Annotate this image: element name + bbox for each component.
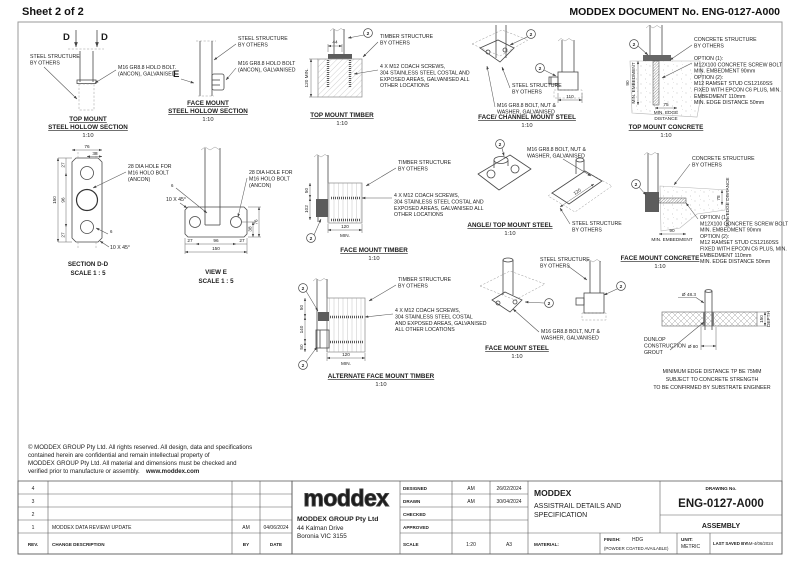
revision-table bbox=[18, 481, 292, 554]
svg-text:2: 2 bbox=[498, 143, 502, 148]
rev-description: MODDEX DATA REVIEW/ UPDATE bbox=[52, 525, 132, 531]
concrete-structure-note: CONCRETE STRUCTURE BY OTHERS bbox=[694, 37, 757, 50]
detail-scale: 1:10 bbox=[82, 133, 94, 139]
rev-header: CHANGE DESCRIPTION bbox=[52, 542, 105, 547]
rev-number: 3 bbox=[31, 499, 35, 505]
detail-scale: 1:10 bbox=[504, 231, 516, 237]
title-block bbox=[292, 481, 782, 554]
dim-label: 102 bbox=[304, 205, 309, 213]
dim-label: 38 bbox=[92, 151, 98, 156]
detail-face-mount-steel-hollow-section bbox=[168, 36, 296, 123]
approval-label: CHECKED bbox=[403, 512, 426, 517]
dim-label: 90 bbox=[625, 80, 630, 86]
balloon-marker bbox=[604, 282, 625, 295]
dim-label: 140 bbox=[299, 325, 304, 334]
steel-structure-note: STEEL STRUCTURE BY OTHERS bbox=[540, 257, 590, 270]
balloon-marker bbox=[496, 140, 505, 156]
detail-scale: 1:10 bbox=[660, 133, 672, 139]
section-title: VIEW E bbox=[205, 269, 227, 276]
dim-label: 38 bbox=[247, 226, 253, 232]
dim-label: 96 bbox=[60, 197, 66, 203]
detail-section-dd bbox=[52, 144, 172, 277]
steel-structure-note: STEEL STRUCTURE BY OTHERS bbox=[512, 83, 562, 96]
view-letter: E bbox=[173, 69, 180, 80]
dim-label: 96 bbox=[213, 238, 219, 243]
detail-top-mount-timber bbox=[304, 29, 470, 128]
rev-date: 04/06/2024 bbox=[263, 525, 289, 531]
dim-label: MIN. bbox=[341, 361, 351, 366]
detail-top-mount-steel-hollow-section bbox=[30, 30, 176, 139]
balloon-marker bbox=[307, 219, 321, 242]
detail-scale: 1:10 bbox=[368, 256, 380, 262]
dim-label: 27 bbox=[60, 232, 66, 238]
drawing-title: ASSISTRAIL DETAILS AND SPECIFICATION bbox=[534, 503, 622, 519]
dim-label: 120 bbox=[341, 224, 349, 229]
detail-face-mount-steel bbox=[480, 257, 625, 360]
timber-structure-note: TIMBER STRUCTURE BY OTHERS bbox=[398, 160, 452, 173]
steel-structure-note: STEEL STRUCTURE BY OTHERS bbox=[238, 36, 288, 49]
sheet-type: ASSEMBLY bbox=[701, 523, 741, 530]
dim-label: 120 bbox=[342, 352, 350, 357]
hole-note: 28 DIA HOLE FOR M16 HOLO BOLT (ANCON) bbox=[249, 170, 293, 189]
grout-label: DUNLOP CONSTRUCTION GROUT bbox=[644, 337, 686, 357]
detail-face-mount-timber bbox=[304, 155, 484, 263]
rev-by: AM bbox=[242, 525, 250, 531]
bolt-note: M16 GR8.8 HOLO BOLT. (ANCON), GALVANISED bbox=[118, 65, 177, 78]
detail-title: FACE/ CHANNEL MOUNT STEEL bbox=[478, 114, 576, 121]
detail-title: FACE MOUNT STEEL HOLLOW SECTION bbox=[168, 100, 248, 115]
coach-screws-note: 4 X M12 COACH SCREWS, 304 STAINLESS STEEL COSTAL AND EXPOSED AREAS, GALVANISED ALL OTHER LOCATIONS bbox=[395, 308, 487, 334]
svg-text:2: 2 bbox=[301, 364, 305, 369]
approval-label: DRAWN bbox=[403, 499, 421, 504]
detail-scale: 1:10 bbox=[375, 382, 387, 388]
approval-date: 30/04/2024 bbox=[496, 499, 522, 505]
detail-scale: 1:10 bbox=[511, 354, 523, 360]
detail-scale: 1:10 bbox=[336, 121, 348, 127]
balloon-marker bbox=[630, 40, 648, 55]
finish-note: (POWDER COATED AVAILABLE) bbox=[604, 546, 669, 551]
svg-text:2: 2 bbox=[632, 43, 636, 48]
detail-title: FACE MOUNT TIMBER bbox=[340, 247, 408, 254]
bolt-note: M16 GR8.8 BOLT, NUT & WASHER, GALVANISED bbox=[527, 147, 586, 160]
scale-value: 1:20 bbox=[466, 542, 476, 548]
section-cut-letter: D bbox=[63, 32, 70, 43]
anchor-options-note: OPTION (1): M12X100 CONCRETE SCREW BOLT MIN. EMBEDMENT 90mm OPTION (2): M12 RAMSET STUD CS12160SS FIXED WITH EPCON C6 PLUS, MIN. EMBEDMENT 110mm MIN. EDGE DISTANCE 50mm bbox=[694, 56, 783, 107]
detail-scale: 1:10 bbox=[202, 117, 214, 123]
balloon-marker bbox=[632, 180, 646, 195]
detail-title: ANGLE/ TOP MOUNT STEEL bbox=[467, 222, 553, 229]
balloon-marker bbox=[510, 30, 535, 45]
section-scale: SCALE 1 : 5 bbox=[70, 270, 106, 277]
detail-title: TOP MOUNT TIMBER bbox=[310, 112, 374, 119]
detail-angle-top-mount-steel bbox=[467, 140, 622, 237]
approval-by: AM bbox=[467, 499, 475, 505]
svg-text:2: 2 bbox=[634, 183, 638, 188]
approval-label: DESIGNED bbox=[403, 486, 427, 491]
hole-note: 28 DIA HOLE FOR M16 HOLO BOLT (ANCON) bbox=[128, 164, 172, 183]
dim-label: 76 bbox=[253, 219, 259, 225]
approval-by: AM bbox=[467, 486, 475, 492]
dim-label: DEPTH bbox=[766, 311, 771, 327]
finish-value: HDG bbox=[632, 537, 644, 543]
dim-label: 50 bbox=[304, 187, 309, 194]
finish-label: FINISH: bbox=[604, 537, 621, 542]
rev-header: REV. bbox=[27, 542, 39, 547]
svg-text:2: 2 bbox=[547, 302, 551, 307]
sheet-size: A3 bbox=[505, 542, 513, 548]
dim-label: 27 bbox=[187, 238, 193, 243]
coach-screws-note: 4 X M12 COACH SCREWS, 304 STAINLESS STEEL COSTAL AND EXPOSED AREAS, GALVANISED ALL OTHER LOCATIONS bbox=[380, 64, 470, 90]
dim-label: 150 bbox=[212, 246, 220, 251]
dim-label: 110 bbox=[566, 94, 574, 99]
document-number-label: MODDEX DOCUMENT No. ENG-0127-A000 bbox=[569, 6, 780, 18]
svg-text:2: 2 bbox=[529, 33, 533, 38]
dim-label: 120 bbox=[572, 187, 582, 196]
unit-value: METRIC bbox=[681, 544, 701, 550]
dim-label: Ø 48.3 bbox=[681, 292, 696, 297]
rev-number: 1 bbox=[31, 525, 35, 531]
detail-face-channel-mount-steel bbox=[472, 25, 582, 129]
company-address-line1: 44 Kalman Drive bbox=[297, 525, 344, 532]
weld-size-label: 6 bbox=[110, 229, 113, 234]
detail-title: FACE MOUNT CONCRETE bbox=[620, 255, 700, 262]
dim-label: MIN. EDGE DISTANCE bbox=[725, 177, 730, 227]
balloon-marker bbox=[536, 64, 556, 76]
chamfer-note: 10 X 45° bbox=[166, 197, 186, 203]
timber-structure-note: TIMBER STRUCTURE BY OTHERS bbox=[380, 34, 434, 47]
drawing-no-label: DRAWING No. bbox=[705, 486, 737, 491]
dim-label: MIN. EDGE DISTANCE bbox=[653, 110, 679, 121]
drawing-no: ENG-0127-A000 bbox=[678, 498, 764, 510]
svg-text:2: 2 bbox=[366, 32, 370, 37]
svg-text:2: 2 bbox=[309, 237, 313, 242]
bolt-note: M16 GR8.8 HOLO BOLT (ANCON), GALVANISED bbox=[238, 61, 296, 74]
company-logo: moddex bbox=[303, 485, 389, 511]
dim-label: MIN. EMBEDMENT bbox=[651, 237, 693, 242]
approval-date: 26/02/2024 bbox=[496, 486, 522, 492]
dim-label: 75 bbox=[716, 195, 721, 201]
dim-label: 75 bbox=[663, 102, 669, 107]
detail-face-mount-concrete bbox=[621, 153, 789, 271]
detail-alternate-face-mount-timber bbox=[299, 277, 487, 388]
svg-text:2: 2 bbox=[301, 287, 305, 292]
section-scale: SCALE 1 : 5 bbox=[198, 278, 234, 285]
website-link[interactable]: www.moddex.com bbox=[146, 468, 200, 475]
copyright-text: © MODDEX GROUP Pty Ltd. All rights reserved. All design, data and specifications contained herein are confidential and remain intellectual property of MODDEX GROUP Pty Ltd. All material and dimensions must be checked and verified prior to manufacture or assembly. bbox=[28, 444, 253, 475]
bolt-note: M16 GR8.8 BOLT, NUT & WASHER, GALVANISED bbox=[497, 103, 556, 116]
svg-text:2: 2 bbox=[538, 67, 542, 72]
dim-label: 90 bbox=[669, 228, 675, 233]
dim-label: 150 bbox=[52, 196, 57, 204]
approval-label: APPROVED bbox=[403, 525, 429, 530]
chamfer-note: 10 X 45° bbox=[110, 245, 130, 251]
dim-label: Ø 80 bbox=[687, 344, 698, 349]
brand-name: MODDEX bbox=[534, 488, 572, 498]
bolt-note: M16 GR8.8 BOLT, NUT & WASHER, GALVANISED bbox=[541, 329, 600, 342]
weld-size-label: 6 bbox=[171, 183, 174, 188]
detail-title: FACE MOUNT STEEL bbox=[485, 345, 549, 352]
balloon-marker bbox=[525, 299, 553, 308]
section-cut-letter: D bbox=[101, 32, 108, 43]
timber-structure-note: TIMBER STRUCTURE BY OTHERS bbox=[398, 277, 452, 290]
balloon-marker bbox=[348, 29, 372, 38]
dim-label: 76 bbox=[84, 144, 90, 149]
rev-number: 2 bbox=[31, 512, 35, 518]
dim-label: MIN. EMBEDMENT bbox=[631, 62, 636, 104]
material-label: MATERIAL: bbox=[534, 542, 559, 547]
company-address-line2: Boronia VIC 3155 bbox=[297, 533, 347, 540]
edge-distance-note: MINIMUM EDGE DISTANCE TP BE 75MM SUBJECT TO CONCRETE STRENGTH TO BE CONFIRMED BY SUBSTRATE ENGINEER bbox=[653, 369, 771, 391]
steel-structure-note: STEEL STRUCTURE BY OTHERS bbox=[572, 221, 622, 234]
detail-title: TOP MOUNT CONCRETE bbox=[628, 124, 704, 131]
copyright-note bbox=[28, 444, 252, 475]
company-name: MODDEX GROUP Pty Ltd bbox=[297, 516, 379, 523]
unit-label: UNIT: bbox=[681, 537, 693, 542]
detail-title: ALTERNATE FACE MOUNT TIMBER bbox=[327, 373, 435, 380]
rev-number: 4 bbox=[31, 486, 35, 492]
last-saved-label: LAST SAVED BY: bbox=[713, 541, 749, 546]
rev-header: BY bbox=[242, 542, 250, 547]
anchor-options-note: OPTION (1): M12X100 CONCRETE SCREW BOLT MIN. EMBEDMENT 90mm OPTION (2): M12 RAMSET STUD CS12160SS FIXED WITH EPCON C6 PLUS, MIN. EMBEDMENT 110mm MIN. EDGE DISTANCE 50mm bbox=[700, 215, 789, 266]
sheet-number-label: Sheet 2 of 2 bbox=[22, 6, 84, 18]
concrete-structure-note: CONCRETE STRUCTURE BY OTHERS bbox=[692, 156, 755, 169]
detail-grout bbox=[644, 290, 771, 391]
last-saved-value: AM-4/06/2024 bbox=[746, 541, 773, 546]
scale-label: SCALE bbox=[403, 542, 419, 547]
dim-label: 50 bbox=[299, 304, 304, 311]
dim-label: 44 bbox=[332, 39, 338, 45]
detail-view-e bbox=[166, 147, 293, 285]
dim-label: 27 bbox=[239, 238, 245, 243]
dim-label: 120 MIN. bbox=[304, 68, 309, 88]
detail-scale: 1:10 bbox=[654, 264, 666, 270]
dim-label: 150 bbox=[759, 315, 764, 323]
section-title: SECTION D-D bbox=[67, 261, 109, 268]
svg-text:2: 2 bbox=[619, 285, 623, 290]
dim-label: 27 bbox=[60, 162, 66, 168]
detail-top-mount-concrete bbox=[625, 25, 783, 139]
detail-title: TOP MOUNT STEEL HOLLOW SECTION bbox=[48, 116, 128, 131]
detail-scale: 1:10 bbox=[521, 123, 533, 129]
coach-screws-note: 4 X M12 COACH SCREWS, 304 STAINLESS STEEL COSTAL AND EXPOSED AREAS, GALVANISED ALL OTHER LOCATIONS bbox=[394, 193, 484, 219]
dim-label: 50 bbox=[299, 344, 304, 350]
rev-header: DATE bbox=[269, 542, 283, 547]
steel-structure-note: STEEL STRUCTURE BY OTHERS bbox=[30, 54, 80, 67]
dim-label: MIN. bbox=[340, 233, 350, 238]
